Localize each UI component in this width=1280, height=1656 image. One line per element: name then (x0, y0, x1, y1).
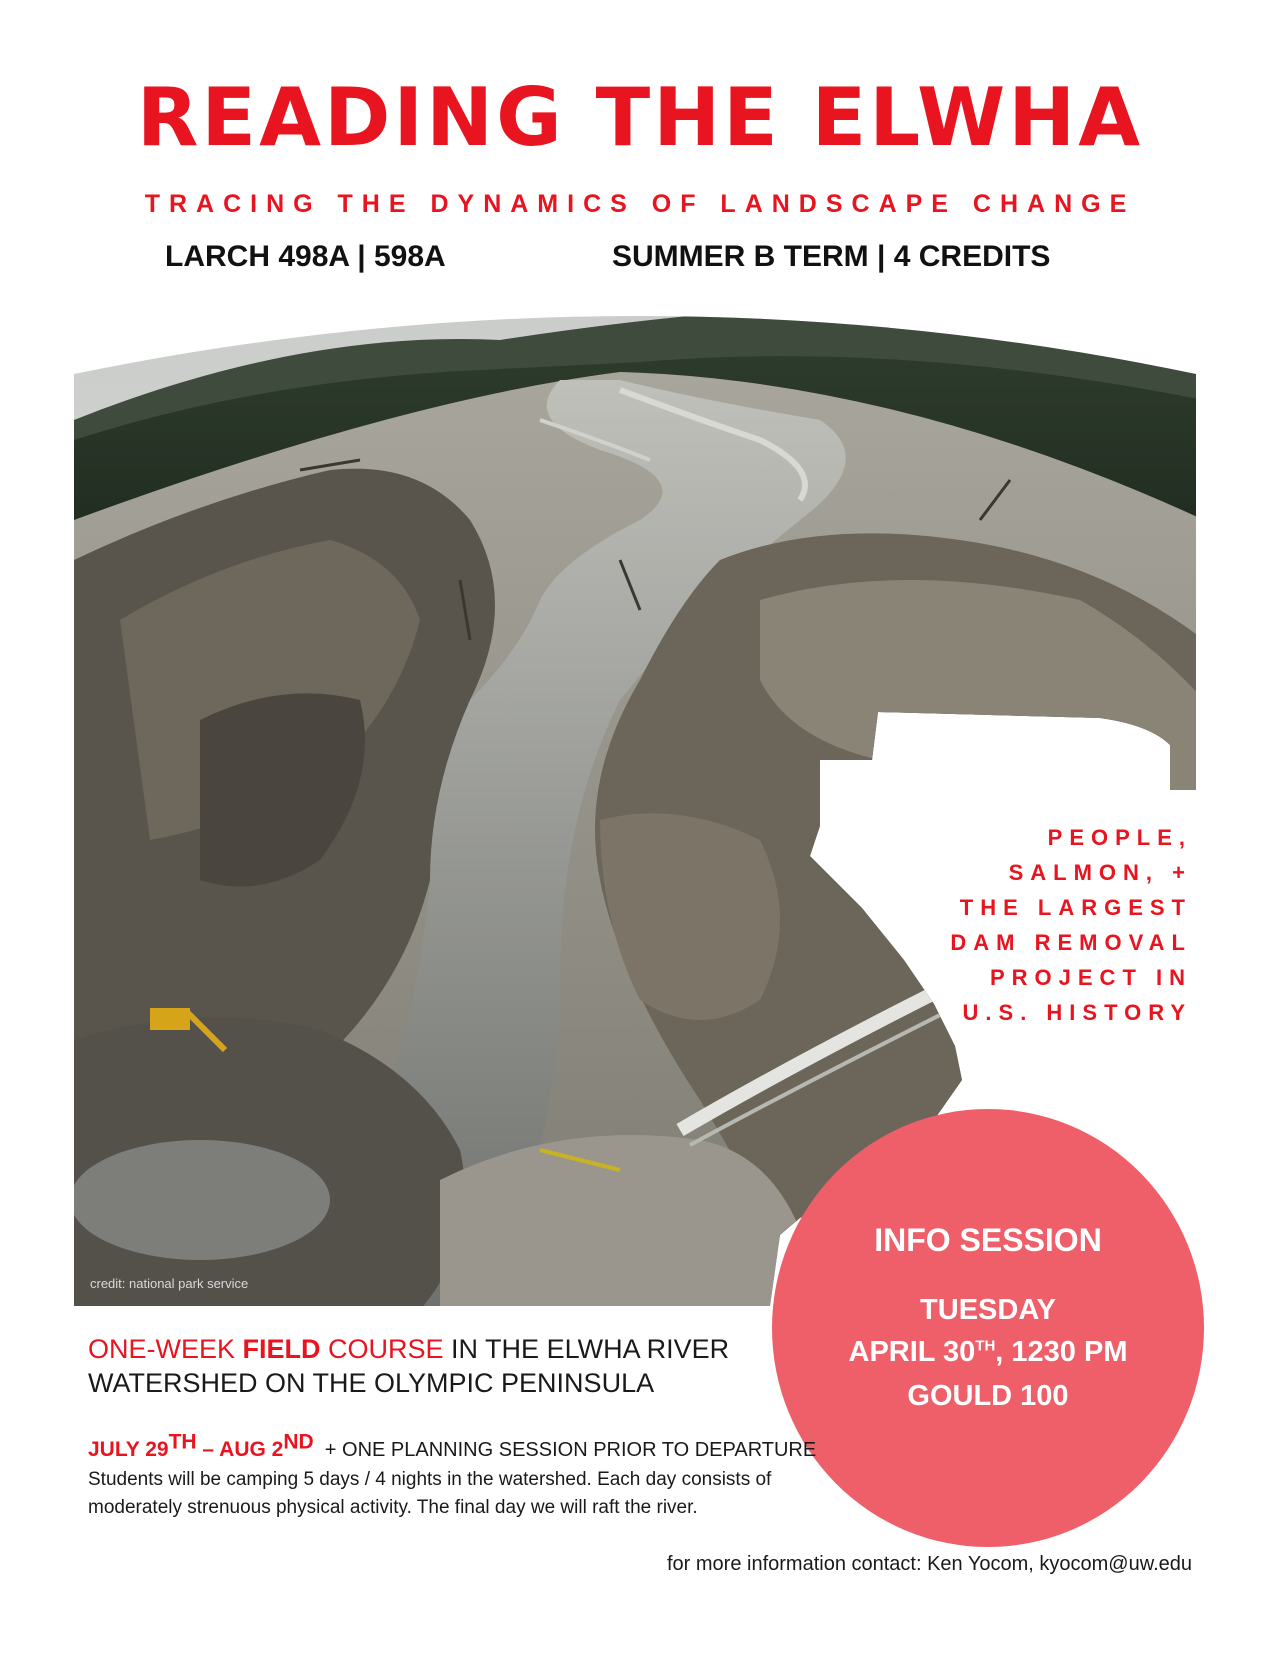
info-session-day: TUESDAY (920, 1294, 1056, 1326)
contact-info: for more information contact: Ken Yocom, kyocom@uw.edu (666, 1553, 1192, 1575)
photo-credit: credit: national park service (90, 1276, 249, 1291)
field-course-headline (88, 1332, 788, 1400)
info-date-suffix: TH (975, 1337, 996, 1355)
poster-title: READING THE ELWHA (136, 71, 1144, 164)
tagline-line: U.S. HISTORY (962, 1000, 1192, 1025)
field-course-field: FIELD (242, 1334, 321, 1364)
dates-start: JULY 29 (88, 1438, 169, 1461)
info-date-prefix: APRIL 30 (848, 1336, 976, 1368)
info-time: , 1230 PM (995, 1336, 1128, 1368)
course-term-credits: SUMMER B TERM | 4 CREDITS (612, 240, 1051, 273)
field-course-one-week: ONE-WEEK (88, 1334, 243, 1364)
course-dates (88, 1430, 848, 1462)
dates-extra: + ONE PLANNING SESSION PRIOR TO DEPARTURE (324, 1439, 817, 1461)
field-course-line2: WATERSHED ON THE OLYMPIC PENINSULA (88, 1368, 655, 1398)
info-session-heading: INFO SESSION (874, 1222, 1102, 1258)
tagline-line: PROJECT IN (989, 965, 1192, 990)
info-session-place: GOULD 100 (907, 1380, 1069, 1412)
course-description: Students will be camping 5 days / 4 nights in the watershed. Each day consists of moderately strenuous physical activity. The final day we will raft the river. (88, 1469, 772, 1518)
dates-start-sup: TH (168, 1430, 197, 1454)
course-number: LARCH 498A | 598A (165, 240, 446, 273)
poster-subtitle: TRACING THE DYNAMICS OF LANDSCAPE CHANGE (144, 190, 1136, 218)
info-session-date (772, 1336, 1204, 1369)
tagline-line: THE LARGEST (959, 895, 1192, 920)
tagline-line: SALMON, + (1008, 860, 1192, 885)
dates-sep: – AUG 2 (196, 1438, 284, 1461)
field-course-location: IN THE ELWHA RIVER (443, 1334, 730, 1364)
tagline-line: PEOPLE, (1047, 825, 1192, 850)
dates-end-sup: ND (283, 1430, 314, 1454)
field-course-course: COURSE (320, 1334, 444, 1364)
tagline (772, 820, 1192, 1030)
tagline-line: DAM REMOVAL (950, 930, 1192, 955)
